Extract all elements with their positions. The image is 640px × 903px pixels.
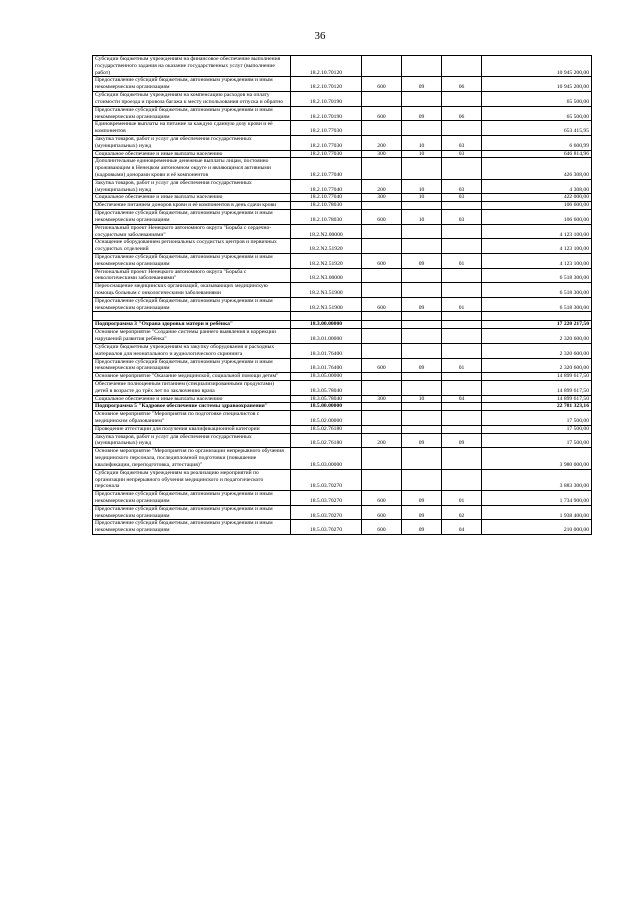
row-expense-type-cell: 600: [362, 520, 402, 535]
row-code-cell: 18.2.N2.00000: [291, 224, 362, 239]
row-section-cell: 09: [402, 253, 442, 268]
row-subsection-cell: [442, 403, 482, 411]
table-row: [93, 395, 592, 403]
spacer-cell: [402, 312, 442, 321]
table-row: [93, 283, 592, 298]
row-code-cell: 18.5.03.00000: [291, 448, 362, 469]
row-name-cell: Предоставление субсидий бюджетным, автономным учреждениям и иным некоммерческим организациям: [93, 505, 291, 520]
table-row: [93, 158, 592, 179]
row-section-cell: [402, 403, 442, 411]
row-expense-type-cell: 200: [362, 135, 402, 150]
row-subsection-cell: [442, 121, 482, 136]
row-code-cell: 18.2.10.70120: [291, 56, 362, 77]
row-sum-cell: 17 220 217,50: [482, 321, 592, 329]
table-row: [93, 425, 592, 433]
row-code-cell: 18.5.03.70270: [291, 491, 362, 506]
row-section-cell: 10: [402, 395, 442, 403]
row-section-cell: 09: [402, 358, 442, 373]
table-row: [93, 56, 592, 77]
row-section-cell: [402, 448, 442, 469]
row-sum-cell: 4 123 100,00: [482, 239, 592, 254]
row-sum-cell: 14 899 617,50: [482, 373, 592, 381]
row-subsection-cell: 03: [442, 194, 482, 202]
row-expense-type-cell: [362, 411, 402, 426]
row-expense-type-cell: [362, 403, 402, 411]
row-name-cell: Обеспечение полноценным питанием (специализированными продуктами) детей в возрасте до трёх лет по заключению врача: [93, 380, 291, 395]
row-code-cell: 18.2.10.77040: [291, 179, 362, 194]
row-name-cell: Проведение аттестации для получения квалификационной категории: [93, 425, 291, 433]
row-sum-cell: 653 415,95: [482, 121, 592, 136]
row-code-cell: 18.2.10.77040: [291, 194, 362, 202]
row-subsection-cell: 03: [442, 150, 482, 158]
row-section-cell: [402, 268, 442, 283]
row-code-cell: 18.2.10.70190: [291, 92, 362, 107]
row-code-cell: 18.2.N3.51900: [291, 283, 362, 298]
row-sum-cell: 2 320 600,00: [482, 329, 592, 344]
table-row: [93, 433, 592, 448]
row-subsection-cell: 04: [442, 520, 482, 535]
row-subsection-cell: 06: [442, 106, 482, 121]
row-name-cell: Подпрограмма 3 "Охрана здоровья матери и ребёнка": [93, 321, 291, 329]
row-code-cell: 18.2.10.78030: [291, 210, 362, 225]
row-subsection-cell: [442, 202, 482, 210]
row-expense-type-cell: 600: [362, 505, 402, 520]
table-row: [93, 194, 592, 202]
row-sum-cell: 4 308,00: [482, 179, 592, 194]
row-name-cell: Оснащение оборудованием региональных сосудистых центров и первичных сосудистых отделений: [93, 239, 291, 254]
row-subsection-cell: [442, 343, 482, 358]
budget-table: [92, 55, 592, 535]
table-row: [93, 505, 592, 520]
row-sum-cell: 65 500,00: [482, 106, 592, 121]
row-expense-type-cell: [362, 448, 402, 469]
row-code-cell: 18.2.10.77040: [291, 158, 362, 179]
row-section-cell: [402, 158, 442, 179]
row-code-cell: 18.3.00.00000: [291, 321, 362, 329]
page-number: 36: [314, 30, 326, 42]
table-row: [93, 77, 592, 92]
row-sum-cell: 106 600,00: [482, 210, 592, 225]
table-row: [93, 268, 592, 283]
spacer-cell: [482, 312, 592, 321]
table-row: [93, 380, 592, 395]
row-expense-type-cell: [362, 268, 402, 283]
row-sum-cell: 6 518 300,00: [482, 297, 592, 312]
row-name-cell: Предоставление субсидий бюджетным, автономным учреждениям и иным некоммерческим организациям: [93, 253, 291, 268]
row-subsection-cell: 04: [442, 395, 482, 403]
spacer-cell: [442, 312, 482, 321]
row-code-cell: 18.3.05.00000: [291, 373, 362, 381]
row-expense-type-cell: 600: [362, 106, 402, 121]
row-code-cell: 18.2.10.77030: [291, 150, 362, 158]
row-sum-cell: 6 518 300,00: [482, 283, 592, 298]
row-section-cell: [402, 411, 442, 426]
row-sum-cell: 4 123 100,00: [482, 224, 592, 239]
row-code-cell: 18.3.01.00000: [291, 329, 362, 344]
table-row: [93, 239, 592, 254]
row-section-cell: [402, 283, 442, 298]
row-code-cell: 18.5.02.76180: [291, 433, 362, 448]
spacer-cell: [93, 312, 291, 321]
table-row: [93, 491, 592, 506]
row-expense-type-cell: [362, 158, 402, 179]
row-subsection-cell: 02: [442, 505, 482, 520]
row-section-cell: [402, 92, 442, 107]
table-row: [93, 253, 592, 268]
row-subsection-cell: [442, 321, 482, 329]
row-section-cell: [402, 239, 442, 254]
row-name-cell: Закупка товаров, работ и услуг для обеспечения государственных (муниципальных) нужд: [93, 135, 291, 150]
row-name-cell: Субсидии бюджетным учреждениям на финансовое обеспечение выполнения государственного задания на оказание государственных услуг (выполнение работ): [93, 56, 291, 77]
row-section-cell: 09: [402, 491, 442, 506]
row-sum-cell: 65 500,00: [482, 92, 592, 107]
table-row: [93, 297, 592, 312]
table-row: [93, 150, 592, 158]
row-expense-type-cell: [362, 56, 402, 77]
row-expense-type-cell: 200: [362, 433, 402, 448]
row-sum-cell: 106 600,00: [482, 202, 592, 210]
row-name-cell: Основное мероприятие "Оказание медицинской, социальной помощи детям": [93, 373, 291, 381]
row-sum-cell: 17 500,00: [482, 411, 592, 426]
row-name-cell: Предоставление субсидий бюджетным, автономным учреждениям и иным некоммерческим организациям: [93, 210, 291, 225]
row-subsection-cell: [442, 373, 482, 381]
row-expense-type-cell: [362, 343, 402, 358]
row-expense-type-cell: [362, 202, 402, 210]
row-sum-cell: 6 518 300,00: [482, 268, 592, 283]
row-code-cell: 18.5.02.00000: [291, 411, 362, 426]
row-section-cell: 09: [402, 505, 442, 520]
row-expense-type-cell: [362, 121, 402, 136]
row-expense-type-cell: 600: [362, 210, 402, 225]
row-subsection-cell: [442, 224, 482, 239]
table-row: [93, 179, 592, 194]
row-sum-cell: 210 000,00: [482, 520, 592, 535]
table-row: [93, 469, 592, 490]
row-sum-cell: 3 883 300,00: [482, 469, 592, 490]
row-code-cell: 18.5.03.70270: [291, 505, 362, 520]
spacer-cell: [291, 312, 362, 321]
table-row: [93, 448, 592, 469]
row-section-cell: 10: [402, 150, 442, 158]
row-section-cell: 09: [402, 433, 442, 448]
row-section-cell: [402, 202, 442, 210]
row-subsection-cell: 01: [442, 491, 482, 506]
row-sum-cell: 14 899 617,50: [482, 380, 592, 395]
row-expense-type-cell: [362, 329, 402, 344]
row-name-cell: Субсидии бюджетным учреждениям на реализацию мероприятий по организации непрерывного обучения медицинского и педагогического персонала: [93, 469, 291, 490]
row-code-cell: 18.5.03.70270: [291, 520, 362, 535]
row-code-cell: 18.2.N2.51920: [291, 253, 362, 268]
row-name-cell: Единовременные выплаты на питание за каждую сданную дозу крови и её компонентов: [93, 121, 291, 136]
table-row: [93, 343, 592, 358]
row-name-cell: Предоставление субсидий бюджетным, автономным учреждениям и иным некоммерческим организациям: [93, 297, 291, 312]
row-sum-cell: 1 938 400,00: [482, 505, 592, 520]
row-sum-cell: 10 945 200,00: [482, 56, 592, 77]
table-row: [93, 373, 592, 381]
row-sum-cell: 17 500,00: [482, 425, 592, 433]
row-section-cell: 09: [402, 106, 442, 121]
row-code-cell: 18.3.05.78040: [291, 380, 362, 395]
table-row: [93, 224, 592, 239]
row-subsection-cell: [442, 411, 482, 426]
row-section-cell: [402, 121, 442, 136]
row-subsection-cell: 01: [442, 253, 482, 268]
row-subsection-cell: 03: [442, 210, 482, 225]
row-code-cell: 18.2.N3.00000: [291, 268, 362, 283]
row-name-cell: Закупка товаров, работ и услуг для обеспечения государственных (муниципальных) нужд: [93, 433, 291, 448]
row-section-cell: 09: [402, 520, 442, 535]
row-expense-type-cell: 600: [362, 297, 402, 312]
row-expense-type-cell: [362, 469, 402, 490]
row-name-cell: Социальное обеспечение и иные выплаты населению: [93, 395, 291, 403]
row-sum-cell: 10 945 200,00: [482, 77, 592, 92]
row-code-cell: 18.2.10.77030: [291, 121, 362, 136]
row-expense-type-cell: 300: [362, 395, 402, 403]
row-name-cell: Социальное обеспечение и иные выплаты населению: [93, 150, 291, 158]
row-section-cell: 10: [402, 194, 442, 202]
row-expense-type-cell: 300: [362, 194, 402, 202]
row-code-cell: 18.5.02.76180: [291, 425, 362, 433]
row-sum-cell: 22 781 323,16: [482, 403, 592, 411]
row-code-cell: 18.3.05.78040: [291, 395, 362, 403]
row-sum-cell: 422 000,00: [482, 194, 592, 202]
row-subsection-cell: [442, 158, 482, 179]
table-row: [93, 411, 592, 426]
row-section-cell: [402, 343, 442, 358]
row-name-cell: Предоставление субсидий бюджетным, автономным учреждениям и иным некоммерческим организациям: [93, 491, 291, 506]
row-expense-type-cell: 600: [362, 253, 402, 268]
row-section-cell: 09: [402, 297, 442, 312]
row-name-cell: Обеспечение питанием доноров крови и её компонентов в день сдачи крови: [93, 202, 291, 210]
row-name-cell: Основное мероприятие "Мероприятия по подготовке специалистов с медицинским образованием": [93, 411, 291, 426]
row-sum-cell: 2 320 600,00: [482, 343, 592, 358]
row-sum-cell: 14 899 617,50: [482, 395, 592, 403]
row-expense-type-cell: [362, 239, 402, 254]
row-section-cell: [402, 56, 442, 77]
row-code-cell: 18.3.01.76400: [291, 343, 362, 358]
row-subsection-cell: 01: [442, 358, 482, 373]
row-expense-type-cell: 600: [362, 491, 402, 506]
row-expense-type-cell: [362, 224, 402, 239]
row-code-cell: 18.3.01.76400: [291, 358, 362, 373]
row-expense-type-cell: 200: [362, 179, 402, 194]
row-code-cell: 18.5.00.00000: [291, 403, 362, 411]
row-sum-cell: 646 814,96: [482, 150, 592, 158]
row-sum-cell: 2 320 600,00: [482, 358, 592, 373]
table-subprogram-row: [93, 403, 592, 411]
row-subsection-cell: [442, 56, 482, 77]
row-section-cell: [402, 380, 442, 395]
row-name-cell: Дополнительные единовременные денежные выплаты лицам, постоянно проживающим в Ненецком автономном округе и являющимся активными (кадровыми) донорами крови и её компонентов: [93, 158, 291, 179]
row-subsection-cell: [442, 239, 482, 254]
table-row: [93, 106, 592, 121]
row-section-cell: [402, 373, 442, 381]
budget-table-body: [93, 56, 592, 535]
row-name-cell: Предоставление субсидий бюджетным, автономным учреждениям и иным некоммерческим организациям: [93, 77, 291, 92]
row-expense-type-cell: 300: [362, 150, 402, 158]
table-row: [93, 329, 592, 344]
row-section-cell: [402, 469, 442, 490]
row-name-cell: Основное мероприятие "Мероприятия по организации непрерывного обучения медицинского персонала, последипломной подготовки (повышение квалификации, переподготовка, аттестация)": [93, 448, 291, 469]
table-row: [93, 358, 592, 373]
row-section-cell: [402, 425, 442, 433]
row-code-cell: 18.2.10.77030: [291, 135, 362, 150]
row-sum-cell: 1 734 900,00: [482, 491, 592, 506]
table-row: [93, 202, 592, 210]
row-name-cell: Социальное обеспечение и иные выплаты населению: [93, 194, 291, 202]
row-subsection-cell: [442, 283, 482, 298]
row-subsection-cell: [442, 329, 482, 344]
row-subsection-cell: [442, 380, 482, 395]
row-section-cell: [402, 224, 442, 239]
row-subsection-cell: [442, 469, 482, 490]
row-expense-type-cell: [362, 373, 402, 381]
row-name-cell: Предоставление субсидий бюджетным, автономным учреждениям и иным некоммерческим организациям: [93, 106, 291, 121]
row-subsection-cell: 03: [442, 135, 482, 150]
row-sum-cell: 6 600,99: [482, 135, 592, 150]
table-row: [93, 121, 592, 136]
row-name-cell: Региональный проект Ненецкого автономного округа "Борьба с онкологическими заболеваниями": [93, 268, 291, 283]
row-sum-cell: 3 980 000,00: [482, 448, 592, 469]
row-section-cell: 10: [402, 135, 442, 150]
spacer-cell: [362, 312, 402, 321]
row-sum-cell: 426 308,00: [482, 158, 592, 179]
row-code-cell: 18.2.N2.51920: [291, 239, 362, 254]
table-row: [93, 520, 592, 535]
table-row: [93, 210, 592, 225]
row-sum-cell: 17 500,00: [482, 433, 592, 448]
row-name-cell: Субсидии бюджетным учреждениям на компенсацию расходов на оплату стоимости проезда и провоза багажа к месту использования отпуска и обратно: [93, 92, 291, 107]
row-name-cell: Переоснащение медицинских организаций, оказывающих медицинскую помощь больным с онкологическими заболеваниями: [93, 283, 291, 298]
row-subsection-cell: 06: [442, 77, 482, 92]
row-name-cell: Основное мероприятие "Создание системы раннего выявления и коррекции нарушений развития ребёнка": [93, 329, 291, 344]
row-subsection-cell: 01: [442, 297, 482, 312]
row-section-cell: [402, 321, 442, 329]
row-expense-type-cell: [362, 321, 402, 329]
row-expense-type-cell: 600: [362, 358, 402, 373]
row-code-cell: 18.2.10.70190: [291, 106, 362, 121]
row-expense-type-cell: [362, 425, 402, 433]
table-subprogram-row: [93, 321, 592, 329]
row-subsection-cell: [442, 268, 482, 283]
row-subsection-cell: [442, 92, 482, 107]
row-subsection-cell: 03: [442, 179, 482, 194]
row-expense-type-cell: 600: [362, 77, 402, 92]
row-section-cell: [402, 329, 442, 344]
row-name-cell: Субсидии бюджетным учреждениям на закупку оборудования и расходных материалов для неонатального и аудиологического скрининга: [93, 343, 291, 358]
row-name-cell: Закупка товаров, работ и услуг для обеспечения государственных (муниципальных) нужд: [93, 179, 291, 194]
table-row: [93, 135, 592, 150]
table-row: [93, 92, 592, 107]
row-code-cell: 18.2.N3.51900: [291, 297, 362, 312]
row-subsection-cell: 09: [442, 433, 482, 448]
row-sum-cell: 4 123 100,00: [482, 253, 592, 268]
row-name-cell: Предоставление субсидий бюджетным, автономным учреждениям и иным некоммерческим организациям: [93, 520, 291, 535]
row-code-cell: 18.5.03.70270: [291, 469, 362, 490]
row-section-cell: 10: [402, 179, 442, 194]
row-section-cell: 10: [402, 210, 442, 225]
row-expense-type-cell: [362, 283, 402, 298]
row-name-cell: Подпрограмма 5 "Кадровое обеспечение системы здравоохранения": [93, 403, 291, 411]
row-name-cell: Предоставление субсидий бюджетным, автономным учреждениям и иным некоммерческим организациям: [93, 358, 291, 373]
row-expense-type-cell: [362, 92, 402, 107]
row-name-cell: Региональный проект Ненецкого автономного округа "Борьба с сердечно-сосудистыми заболеваниями": [93, 224, 291, 239]
row-code-cell: 18.2.10.70120: [291, 77, 362, 92]
row-subsection-cell: [442, 448, 482, 469]
row-section-cell: 09: [402, 77, 442, 92]
row-expense-type-cell: [362, 380, 402, 395]
row-subsection-cell: [442, 425, 482, 433]
table-spacer-row: [93, 312, 592, 321]
row-code-cell: 18.2.10.78030: [291, 202, 362, 210]
